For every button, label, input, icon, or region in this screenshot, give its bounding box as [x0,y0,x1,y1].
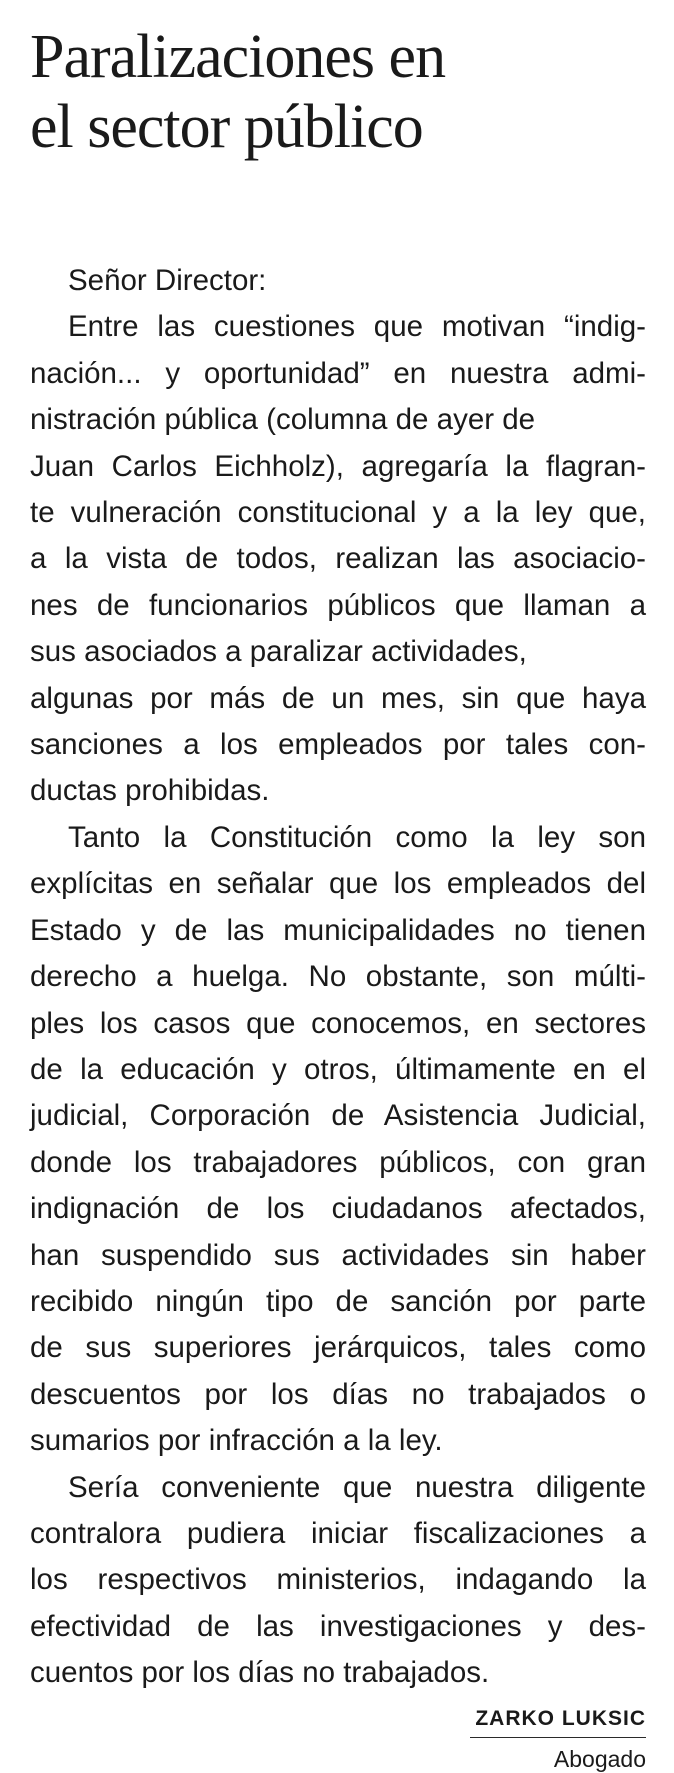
headline [30,22,646,162]
body-line: te vulneración constitucional y a la ley que, [30,496,646,530]
body-line: efectividad de las investigaciones y des- [30,1609,646,1643]
body-line: de la educación y otros, últimamente en el [30,1052,646,1086]
body-line: contralora pudiera iniciar fiscalizaciones a [30,1516,646,1550]
letter-body [30,258,646,1697]
body-line: han suspendido sus actividades sin haber [30,1238,646,1272]
author-title: Abogado [553,1745,646,1772]
body-line: Sería conveniente que nuestra diligente [68,1470,646,1504]
body-line: nistración pública (columna de ayer de [30,403,536,437]
body-line: indignación de los ciudadanos afectados, [30,1192,646,1226]
salutation: Señor Director: [68,264,267,297]
body-line: Juan Carlos Eichholz), agregaría la flagran- [30,449,646,483]
letter-to-editor [30,22,646,1773]
body-line: de sus superiores jerárquicos, tales como [30,1331,646,1365]
body-line: recibido ningún tipo de sanción por parte [30,1284,646,1318]
body-line: sanciones a los empleados por tales con- [30,728,646,762]
body-line: nes de funcionarios públicos que llaman a [30,588,646,622]
body-line: a la vista de todos, realizan las asociacio- [30,542,646,576]
body-line: sus asociados a paralizar actividades, [30,635,527,669]
author-name: ZARKO LUKSIC [470,1707,646,1738]
body-line: Tanto la Constitución como la ley son [68,820,646,854]
body-line: ples los casos que conocemos, en sectores [30,1006,646,1040]
body-line: algunas por más de un mes, sin que haya [30,681,646,715]
body-line: Entre las cuestiones que motivan “indig- [68,310,646,344]
body-line: ductas prohibidas. [30,774,270,808]
body-line: donde los trabajadores públicos, con gran [30,1145,646,1179]
body-line: cuentos por los días no trabajados. [30,1656,490,1690]
body-line: explícitas en señalar que los empleados del [30,867,646,901]
body-line: derecho a huelga. No obstante, son múlti- [30,960,646,994]
headline-line-2: el sector público [30,93,423,161]
body-line: judicial, Corporación de Asistencia Judicial, [30,1099,646,1133]
body-line: nación... y oportunidad” en nuestra admi- [30,356,646,390]
body-line: los respectivos ministerios, indagando la [30,1563,646,1597]
body-line: Estado y de las municipalidades no tienen [30,913,646,947]
body-line: descuentos por los días no trabajados o [30,1377,646,1411]
headline-line-1: Paralizaciones en [30,23,446,91]
body-line: sumarios por infracción a la ley. [30,1424,443,1458]
signature-block [30,1707,646,1773]
